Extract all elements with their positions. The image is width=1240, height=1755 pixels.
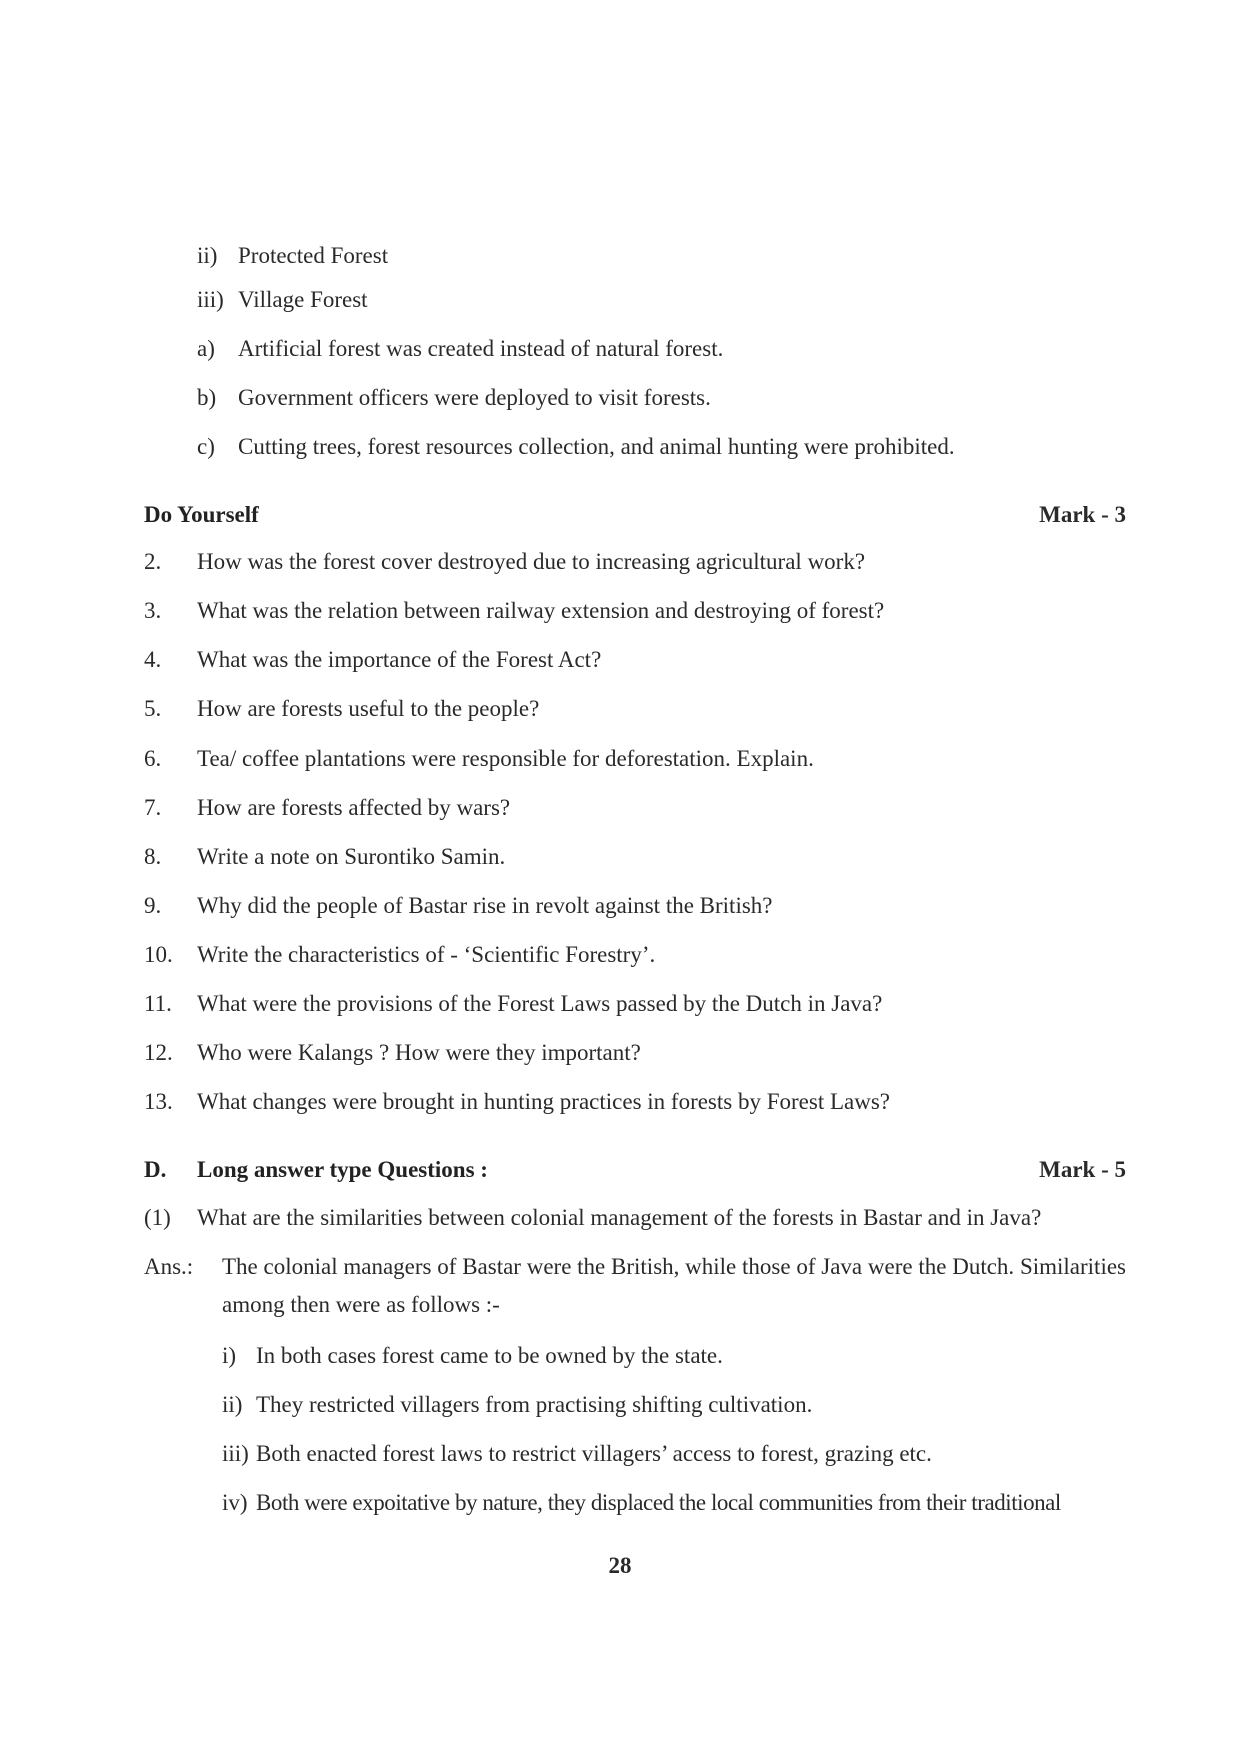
list-marker: iii)	[197, 287, 224, 312]
list-marker: a)	[197, 336, 215, 361]
list-item-text: Government officers were deployed to visit forests.	[238, 385, 711, 410]
section-heading-long-answer: Long answer type Questions :	[197, 1157, 488, 1182]
list-marker: ii)	[197, 243, 218, 268]
question-number: 13.	[144, 1089, 173, 1114]
question-number: 8.	[144, 844, 162, 869]
list-item-text: Protected Forest	[238, 243, 389, 268]
list-marker: c)	[197, 434, 215, 459]
question-number: 7.	[144, 795, 162, 820]
question-number: 4.	[144, 647, 162, 672]
question-number: 12.	[144, 1040, 173, 1065]
question-number: 3.	[144, 598, 162, 623]
point-marker: iv)	[222, 1490, 248, 1515]
question-text: How was the forest cover destroyed due to increasing agricultural work?	[197, 549, 866, 574]
question-number: 11.	[144, 991, 172, 1016]
question-number: 5.	[144, 696, 162, 721]
question-text: Why did the people of Bastar rise in revolt against the British?	[197, 893, 773, 918]
question-number: (1)	[144, 1205, 171, 1230]
question-text: What are the similarities between colonial management of the forests in Bastar and in Java?	[197, 1205, 1042, 1230]
section-heading-do-yourself: Do Yourself	[144, 502, 259, 527]
answer-text: The colonial managers of Bastar were the British, while those of Java were the Dutch. Similarities among then were as follows :-	[222, 1254, 1126, 1317]
mark-label-do-yourself: Mark - 3	[1039, 502, 1126, 527]
question-text: What was the importance of the Forest Act?	[197, 647, 602, 672]
question-text: What were the provisions of the Forest Laws passed by the Dutch in Java?	[197, 991, 883, 1016]
point-text: Both were expoitative by nature, they displaced the local communities from their traditional	[256, 1490, 1061, 1515]
question-text: How are forests affected by wars?	[197, 795, 511, 820]
list-marker: b)	[197, 385, 217, 410]
point-marker: iii)	[222, 1441, 249, 1466]
question-text: What changes were brought in hunting practices in forests by Forest Laws?	[197, 1089, 890, 1114]
mark-label-long-answer: Mark - 5	[1039, 1157, 1126, 1182]
question-number: 2.	[144, 549, 162, 574]
question-text: Write a note on Surontiko Samin.	[197, 844, 506, 869]
answer-label: Ans.:	[144, 1254, 194, 1279]
question-text: Tea/ coffee plantations were responsible for deforestation. Explain.	[197, 746, 814, 771]
question-number: 6.	[144, 746, 162, 771]
point-text: They restricted villagers from practising shifting cultivation.	[256, 1392, 813, 1417]
question-number: 9.	[144, 893, 162, 918]
point-text: In both cases forest came to be owned by the state.	[256, 1343, 723, 1368]
section-letter: D.	[144, 1157, 167, 1182]
list-item-text: Cutting trees, forest resources collection, and animal hunting were prohibited.	[238, 434, 955, 459]
point-marker: ii)	[222, 1392, 243, 1417]
list-item-text: Village Forest	[238, 287, 368, 312]
point-marker: i)	[222, 1343, 237, 1368]
question-number: 10.	[144, 942, 173, 967]
question-text: Who were Kalangs ? How were they important?	[197, 1040, 641, 1065]
question-text: What was the relation between railway extension and destroying of forest?	[197, 598, 885, 623]
list-item-text: Artificial forest was created instead of natural forest.	[238, 336, 724, 361]
page-number: 28	[608, 1553, 632, 1578]
question-text: Write the characteristics of - ‘Scientific Forestry’.	[197, 942, 656, 967]
point-text: Both enacted forest laws to restrict villagers’ access to forest, grazing etc.	[256, 1441, 932, 1466]
question-text: How are forests useful to the people?	[197, 696, 540, 721]
